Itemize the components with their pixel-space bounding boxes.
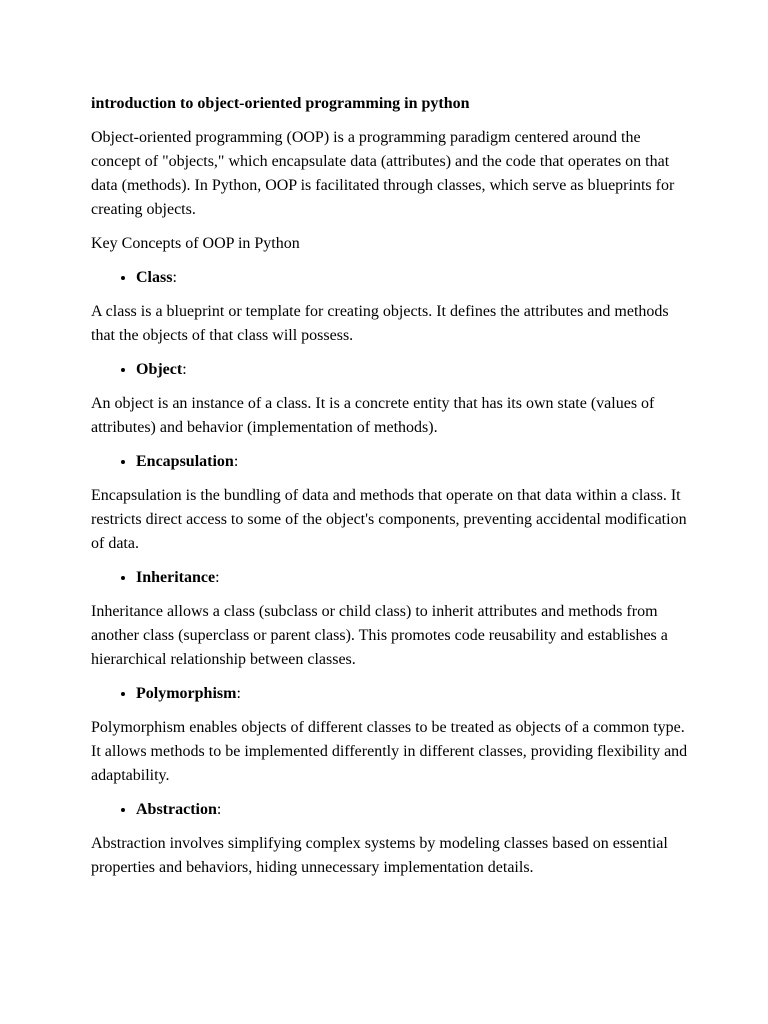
term-colon: :: [172, 269, 177, 286]
concept-term: Inheritance: [136, 569, 216, 586]
concept-list-class: [91, 266, 691, 290]
term-colon: :: [182, 361, 187, 378]
term-colon: :: [216, 801, 222, 818]
term-colon: :: [236, 685, 241, 702]
intro-paragraph: Object-oriented programming (OOP) is a programming paradigm centered around the concept of "objects," which encapsulate data (attributes) and the code that operates on that data (methods). In Python, OOP is facilitated through classes, which serve as blueprints for creating objects.: [91, 129, 675, 218]
concept-description-inheritance: Inheritance allows a class (subclass or child class) to inherit attributes and methods from another class (superclass or parent class). This promotes code reusability and establishes a hierarchical relationship between classes.: [91, 603, 668, 668]
concept-description-polymorphism: Polymorphism enables objects of different classes to be treated as objects of a common type. It allows methods to be implemented differently in different classes, providing flexibility and adaptability.: [91, 719, 688, 784]
concept-list-abstraction: [91, 798, 691, 822]
concept-list-encapsulation: [91, 450, 691, 474]
concept-term: Polymorphism: [136, 685, 237, 702]
concept-list-object: [91, 358, 691, 382]
concept-description-encapsulation: Encapsulation is the bundling of data and methods that operate on that data within a class. It restricts direct access to some of the object's components, preventing accidental modification of data.: [91, 487, 687, 552]
concept-term: Object: [136, 361, 183, 378]
concept-term: Class: [136, 269, 173, 286]
document-title: introduction to object-oriented programming in python: [91, 95, 470, 112]
concept-description-abstraction: Abstraction involves simplifying complex systems by modeling classes based on essential properties and behaviors, hiding unnecessary implementation details.: [91, 835, 668, 876]
document-page: [91, 92, 691, 890]
concept-item-polymorphism: [136, 682, 691, 706]
concept-item-object: [136, 358, 691, 382]
concept-item-encapsulation: [136, 450, 691, 474]
key-concepts-heading: Key Concepts of OOP in Python: [91, 235, 300, 252]
concept-term: Abstraction: [136, 801, 217, 818]
concept-term: Encapsulation: [136, 453, 234, 470]
concept-description-class: A class is a blueprint or template for creating objects. It defines the attributes and methods that the objects of that class will possess.: [91, 303, 669, 344]
concept-item-abstraction: [136, 798, 691, 822]
term-colon: :: [233, 453, 239, 470]
concept-item-inheritance: [136, 566, 691, 590]
concept-item-class: [136, 266, 691, 290]
concept-description-object: An object is an instance of a class. It is a concrete entity that has its own state (values of attributes) and behavior (implementation of methods).: [91, 395, 655, 436]
concept-list-inheritance: [91, 566, 691, 590]
concept-list-polymorphism: [91, 682, 691, 706]
term-colon: :: [215, 569, 220, 586]
